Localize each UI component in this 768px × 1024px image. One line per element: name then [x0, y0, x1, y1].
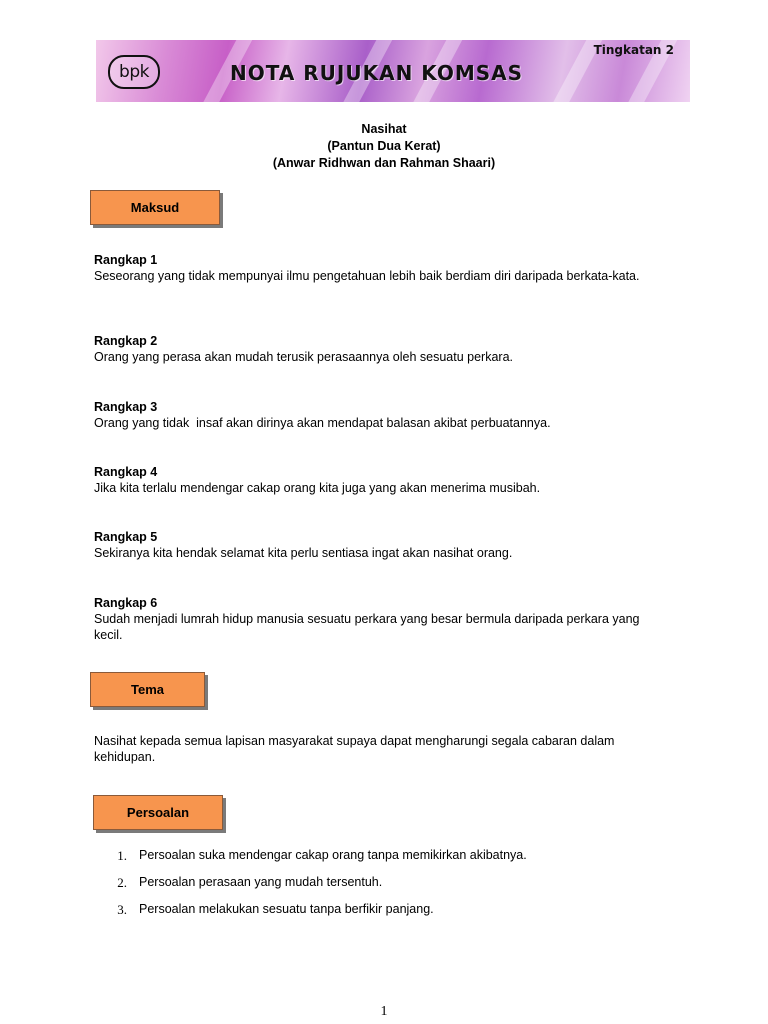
list-text: Persoalan suka mendengar cakap orang tanpa memikirkan akibatnya.	[139, 848, 527, 862]
rangkap-title: Rangkap 3	[94, 400, 158, 414]
section-label-tema: Tema	[90, 672, 205, 707]
rangkap-text: Orang yang perasa akan mudah terusik perasaannya oleh sesuatu perkara.	[94, 350, 514, 364]
list-item	[94, 902, 654, 929]
page-number: 1	[380, 1004, 388, 1019]
banner-title: NOTA RUJUKAN KOMSAS	[230, 61, 524, 85]
rangkap-3	[94, 399, 654, 431]
list-item	[94, 875, 654, 902]
rangkap-title: Rangkap 1	[94, 253, 158, 267]
section-label-persoalan: Persoalan	[93, 795, 223, 830]
banner-level: Tingkatan 2	[593, 43, 674, 57]
rangkap-title: Rangkap 4	[94, 465, 158, 479]
persoalan-list	[94, 848, 654, 929]
rangkap-text: Jika kita terlalu mendengar cakap orang kita juga yang akan menerima musibah.	[94, 481, 541, 495]
rangkap-5	[94, 529, 654, 561]
list-text: Persoalan melakukan sesuatu tanpa berfikir panjang.	[139, 902, 434, 916]
rangkap-title: Rangkap 5	[94, 530, 158, 544]
rangkap-text: Sekiranya kita hendak selamat kita perlu sentiasa ingat akan nasihat orang.	[94, 546, 513, 560]
tema-text: Nasihat kepada semua lapisan masyarakat supaya dapat mengharungi segala cabaran dalam kehidupan.	[94, 734, 615, 764]
logo-text: bpk	[119, 62, 149, 82]
poem-authors: (Anwar Ridhwan dan Rahman Shaari)	[272, 156, 496, 170]
section-label-maksud: Maksud	[90, 190, 220, 225]
rangkap-text: Orang yang tidak insaf akan dirinya akan mendapat balasan akibat perbuatannya.	[94, 416, 551, 430]
rangkap-title: Rangkap 6	[94, 596, 158, 610]
document-heading	[0, 121, 768, 172]
rangkap-text: Seseorang yang tidak mempunyai ilmu pengetahuan lebih baik berdiam diri daripada berkata-kata.	[94, 269, 640, 283]
rangkap-6	[94, 595, 654, 643]
poem-subtitle: (Pantun Dua Kerat)	[327, 139, 441, 153]
rangkap-text: Sudah menjadi lumrah hidup manusia sesuatu perkara yang besar bermula daripada perkara yang kecil.	[94, 612, 640, 642]
rangkap-1	[94, 252, 654, 284]
list-number: 3.	[117, 902, 127, 917]
list-number: 2.	[117, 875, 127, 890]
list-item	[94, 848, 654, 875]
bpk-logo	[108, 55, 160, 89]
rangkap-2	[94, 333, 654, 365]
poem-title: Nasihat	[361, 122, 407, 136]
rangkap-4	[94, 464, 654, 496]
rangkap-title: Rangkap 2	[94, 334, 158, 348]
list-number: 1.	[117, 848, 127, 863]
header-banner	[96, 40, 690, 102]
list-text: Persoalan perasaan yang mudah tersentuh.	[139, 875, 383, 889]
